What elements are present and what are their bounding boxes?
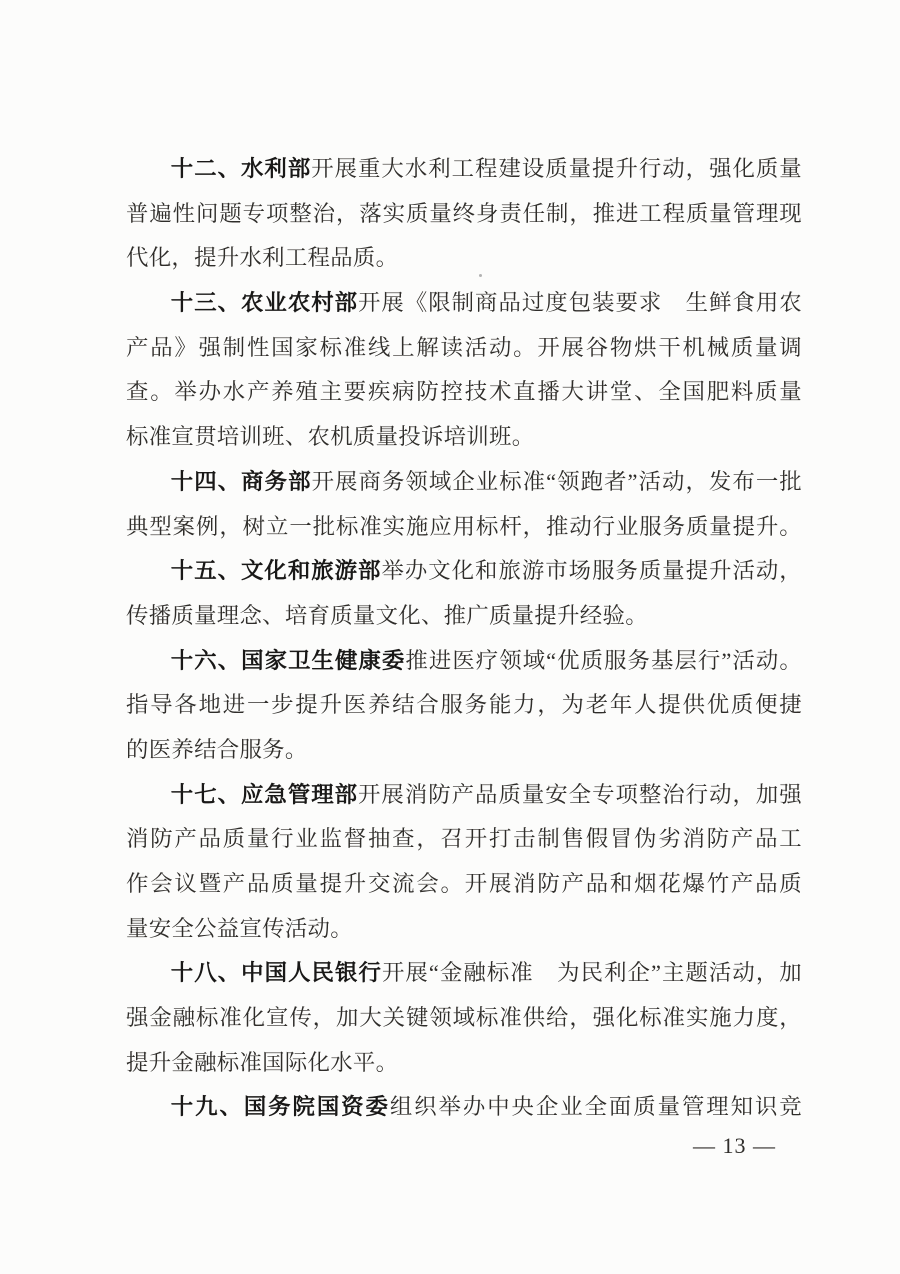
line-text: 提升金融标准国际化水平。 <box>126 1049 399 1075</box>
text-line <box>126 996 802 1041</box>
line-text: 强金融标准化宣传，加大关键领域标准供给，强化标准实施力度， <box>126 1005 802 1031</box>
line-text: 开展重大水利工程建设质量提升行动，强化质量 <box>311 156 802 181</box>
paragraph-lead: 十六、国家卫生健康委 <box>170 647 406 673</box>
paragraph-shiliu-guojiaweishengjiankangwei <box>126 639 802 773</box>
line-text: 作会议暨产品质量提升交流会。开展消防产品和烟花爆竹产品质 <box>126 871 802 896</box>
line-text: 典型案例，树立一批标准实施应用标杆，推动行业服务质量提升。 <box>126 513 802 539</box>
paragraph-shijiu-guowuyuanguoziwei <box>126 1085 802 1130</box>
line-text: 开展商务领域企业标准“领跑者”活动，发布一批 <box>311 468 802 494</box>
paragraph-shisan-nongyenongcunbu <box>126 281 802 460</box>
paragraph-shierh-shuilibu <box>126 147 802 281</box>
text-line <box>126 594 802 639</box>
page-number: — 13 — <box>693 1133 776 1158</box>
line-text: 标准宣贯培训班、农机质量投诉培训班。 <box>126 424 535 450</box>
text-line <box>126 549 802 594</box>
text-line <box>126 460 802 505</box>
line-text: 举办文化和旅游市场服务质量提升活动， <box>381 558 802 584</box>
paragraph-lead: 十五、文化和旅游部 <box>170 558 382 584</box>
line-text: 开展《限制商品过度包装要求 生鲜食用农 <box>358 290 802 316</box>
paragraph-shisi-shangwubu <box>126 460 802 549</box>
line-text: 消防产品质量行业监督抽查，召开打击制售假冒伪劣消防产品工 <box>126 826 802 852</box>
text-line <box>126 1085 802 1130</box>
text-line <box>126 951 802 996</box>
line-text: 组织举办中央企业全面质量管理知识竞 <box>389 1094 802 1120</box>
paragraph-lead: 十三、农业农村部 <box>170 290 359 316</box>
text-line <box>126 326 802 371</box>
text-line <box>126 773 802 818</box>
paragraph-lead: 十九、国务院国资委 <box>170 1094 390 1120</box>
line-text: 的医养结合服务。 <box>126 736 308 762</box>
paragraph-shiqi-yingjiguanlibu <box>126 773 802 952</box>
line-text: 开展“金融标准 为民利企”主题活动，加 <box>381 960 802 986</box>
text-line <box>126 505 802 550</box>
document-body <box>126 147 802 1130</box>
line-text: 推进医疗领域“优质服务基层行”活动。 <box>405 647 802 673</box>
text-line <box>126 907 802 952</box>
line-text: 传播质量理念、培育质量文化、推广质量提升经验。 <box>126 602 648 628</box>
paragraph-lead: 十八、中国人民银行 <box>170 960 382 986</box>
text-line <box>126 862 802 907</box>
text-line <box>126 817 802 862</box>
paragraph-lead: 十四、商务部 <box>170 468 312 494</box>
text-line <box>126 415 802 460</box>
text-line <box>126 639 802 684</box>
text-line <box>126 1041 802 1086</box>
line-text: 代化，提升水利工程品质。 <box>126 245 399 271</box>
line-text: 开展消防产品质量安全专项整治行动，加强 <box>358 781 802 807</box>
text-line <box>126 281 802 326</box>
text-line <box>126 147 802 192</box>
text-line <box>126 236 802 281</box>
paragraph-shiwu-wenhuaheluyoubu <box>126 549 802 638</box>
text-line <box>126 192 802 237</box>
line-text: 产品》强制性国家标准线上解读活动。开展谷物烘干机械质量调 <box>126 334 802 360</box>
text-line <box>126 370 802 415</box>
line-text: 指导各地进一步提升医养结合服务能力，为老年人提供优质便捷 <box>126 692 802 718</box>
line-text: 查。举办水产养殖主要疾病防控技术直播大讲堂、全国肥料质量 <box>126 379 802 405</box>
text-line <box>126 728 802 773</box>
paragraph-lead: 十二、水利部 <box>170 156 312 181</box>
text-line <box>126 683 802 728</box>
line-text: 量安全公益宣传活动。 <box>126 915 353 941</box>
paragraph-shiba-zhongguorenminyinhang <box>126 951 802 1085</box>
scan-speck <box>479 274 482 277</box>
paragraph-lead: 十七、应急管理部 <box>170 781 359 807</box>
line-text: 普遍性问题专项整治，落实质量终身责任制，推进工程质量管理现 <box>126 200 802 226</box>
